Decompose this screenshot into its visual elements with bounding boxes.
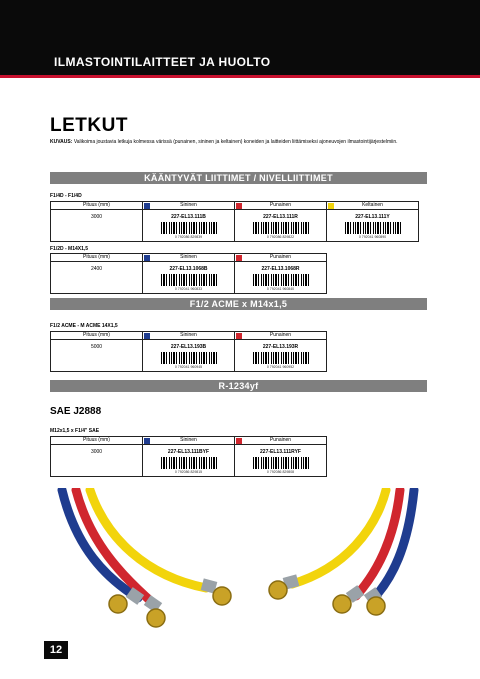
barcode: [345, 222, 401, 234]
section-banner-r1234yf: R-1234yf: [50, 380, 427, 392]
barcode: [161, 274, 217, 286]
page-number: 12: [44, 641, 68, 659]
header-blue: Sininen: [143, 254, 235, 262]
header-blue: Sininen: [143, 437, 235, 445]
description: [50, 139, 420, 146]
header-divider: [0, 75, 480, 78]
header-length: Pituus (mm): [51, 332, 143, 340]
description-label: KUVAUS:: [50, 139, 73, 145]
hoses-photo: [56, 488, 420, 640]
blue-swatch: [144, 255, 150, 261]
length-value: 3000: [51, 445, 143, 477]
blue-swatch: [144, 438, 150, 444]
product-blue: 227-EL13.111B 0 792086 829839: [143, 210, 235, 242]
red-swatch: [236, 255, 242, 261]
barcode: [253, 222, 309, 234]
barcode: [253, 274, 309, 286]
barcode: [253, 457, 309, 469]
group-label-f12d: F1/2D - M14X1,5: [50, 246, 89, 252]
product-blue: 227-EL13.193B 0 792041 960945: [143, 340, 235, 372]
header-blue: Sininen: [143, 202, 235, 210]
section-banner-swivel: KÄÄNTYVÄT LIITTIMET / NIVELLIITTIMET: [50, 172, 427, 184]
spec-table-sae: [50, 436, 327, 477]
product-red: 227-EL13.111R 0 792086 829822: [235, 210, 327, 242]
spec-table-f14d: [50, 201, 419, 242]
barcode: [161, 457, 217, 469]
header-blue: Sininen: [143, 332, 235, 340]
header-length: Pituus (mm): [51, 254, 143, 262]
spec-table-f12d: [50, 253, 327, 294]
spec-table-acme: [50, 331, 327, 372]
header-red: Punainen: [235, 202, 327, 210]
section-banner-acme: F1/2 ACME x M14x1,5: [50, 298, 427, 310]
product-red: 227-EL13.193R 0 792041 960952: [235, 340, 327, 372]
description-text: Valikoima joustavia letkuja kolmessa värissä (punainen, sininen ja keltainen) koneiden ja laitteiden liittämiseksi ajoneuvojen ilmastointijärjestelmiin.: [73, 139, 398, 145]
product-yellow: 227-EL13.111Y 0 792041 960890: [327, 210, 419, 242]
group-label-sae: M12x1,5 x F1/4" SAE: [50, 428, 100, 434]
header-red: Punainen: [235, 254, 327, 262]
product-red: 227-EL13.1068R 0 792041 960840: [235, 262, 327, 294]
red-swatch: [236, 438, 242, 444]
blue-swatch: [144, 203, 150, 209]
length-value: 2400: [51, 262, 143, 294]
header-length: Pituus (mm): [51, 437, 143, 445]
group-label-f14d: F1/4D - F1/4D: [50, 193, 82, 199]
group-label-acme: F1/2 ACME - M ACME 14X1,5: [50, 323, 118, 329]
blue-swatch: [144, 333, 150, 339]
product-red: 227-EL13.111RYF 0 792086 829808: [235, 445, 327, 477]
barcode: [161, 352, 217, 364]
product-blue: 227-EL13.111BYF 0 792086 829815: [143, 445, 235, 477]
red-swatch: [236, 203, 242, 209]
header-band: [0, 0, 480, 78]
length-value: 3000: [51, 210, 143, 242]
product-blue: 227-EL13.1068B 0 792041 960833: [143, 262, 235, 294]
standard-label: SAE J2888: [50, 406, 102, 417]
header-red: Punainen: [235, 332, 327, 340]
header-yellow: Keltainen: [327, 202, 419, 210]
length-value: 5000: [51, 340, 143, 372]
header-length: Pituus (mm): [51, 202, 143, 210]
header-title: ILMASTOINTILAITTEET JA HUOLTO: [54, 55, 271, 69]
header-red: Punainen: [235, 437, 327, 445]
barcode: [161, 222, 217, 234]
barcode: [253, 352, 309, 364]
yellow-swatch: [328, 203, 334, 209]
page-title: LETKUT: [50, 115, 128, 136]
red-swatch: [236, 333, 242, 339]
